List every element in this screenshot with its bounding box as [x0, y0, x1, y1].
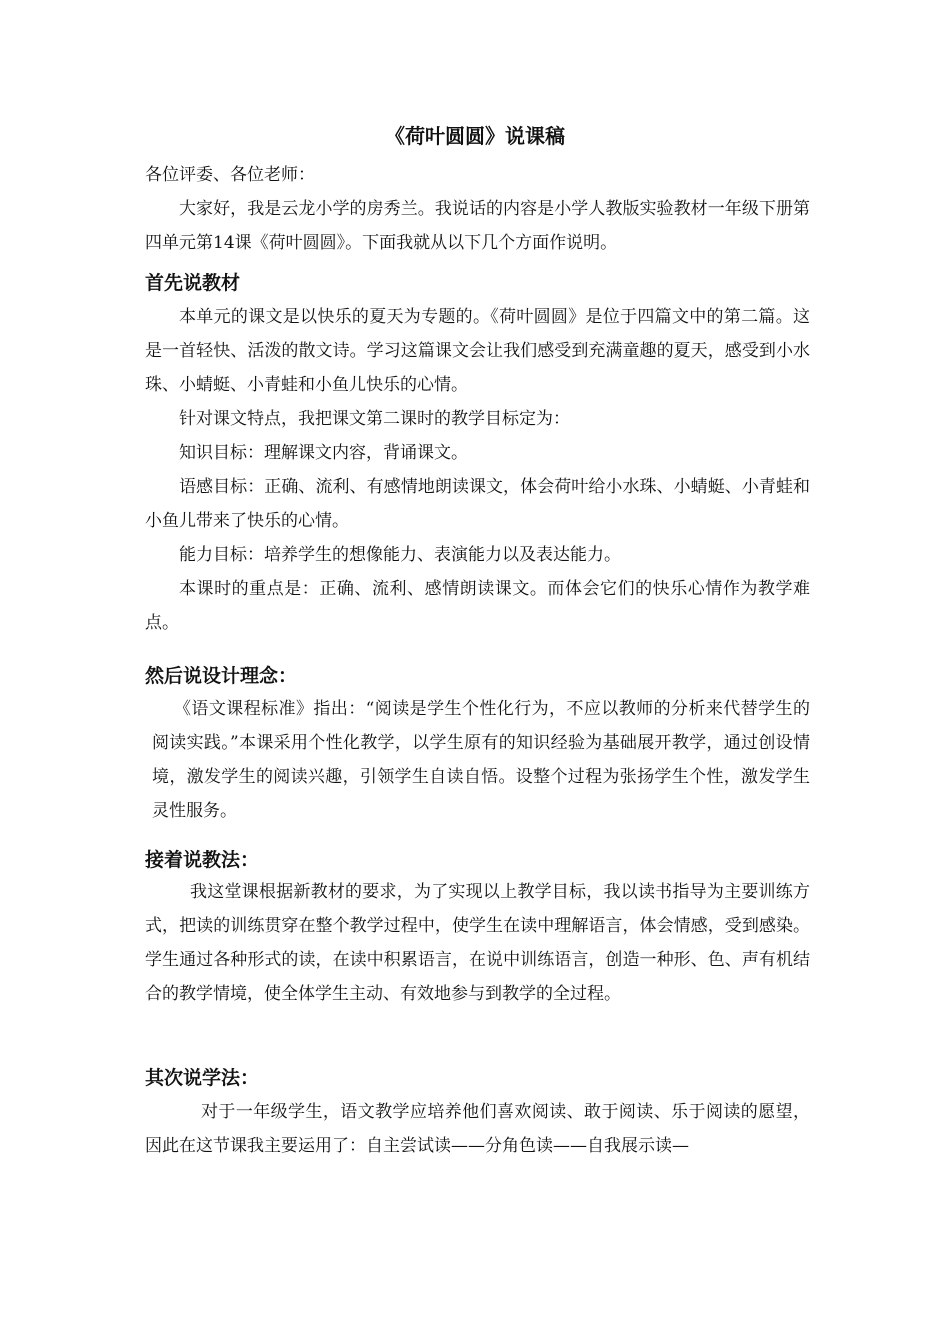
section-heading-textbook: 首先说教材	[145, 272, 241, 294]
section-body-textbook	[145, 300, 810, 640]
paragraph: 语感目标：正确、流利、有感情地朗读课文，体会荷叶给小水珠、小蜻蜓、小青蛙和小鱼儿带来了快乐的心情。	[145, 477, 810, 531]
paragraph: 《语文课程标准》指出：“阅读是学生个性化行为，不应以教师的分析来代替学生的阅读实践。”本课采用个性化教学，以学生原有的知识经验为基础展开教学，通过创设情境，激发学生的阅读兴趣，引领学生自读自悟。设整个过程为张扬学生个性，激发学生灵性服务。	[152, 699, 810, 821]
section-heading-teaching: 接着说教法：	[145, 849, 260, 871]
paragraph: 针对课文特点，我把课文第二课时的教学目标定为：	[179, 409, 570, 429]
greeting: 各位评委、各位老师：	[145, 165, 315, 185]
section-body-design	[152, 692, 810, 828]
section-heading-learning: 其次说学法：	[145, 1067, 260, 1089]
paragraph: 本单元的课文是以快乐的夏天为专题的。《荷叶圆圆》是位于四篇文中的第二篇。这是一首轻快、活泼的散文诗。学习这篇课文会让我们感受到充满童趣的夏天，感受到小水珠、小蜻蜓、小青蛙和小鱼儿快乐的心情。	[145, 307, 810, 395]
paragraph: 知识目标：理解课文内容，背诵课文。	[179, 443, 468, 463]
paragraph: 对于一年级学生，语文教学应培养他们喜欢阅读、敢于阅读、乐于阅读的愿望，因此在这节课我主要运用了：自主尝试读——分角色读——自我展示读—	[145, 1102, 810, 1156]
document-title: 《荷叶圆圆》说课稿	[385, 124, 565, 148]
paragraph: 本课时的重点是：正确、流利、感情朗读课文。而体会它们的快乐心情作为教学难点。	[145, 579, 810, 633]
section-body-learning	[145, 1095, 810, 1163]
paragraph: 能力目标：培养学生的想像能力、表演能力以及表达能力。	[179, 545, 621, 565]
greeting-block	[145, 158, 810, 260]
intro-paragraph: 大家好，我是云龙小学的房秀兰。我说话的内容是小学人教版实验教材一年级下册第四单元第14课《荷叶圆圆》。下面我就从以下几个方面作说明。	[145, 199, 810, 253]
paragraph: 我这堂课根据新教材的要求，为了实现以上教学目标，我以读书指导为主要训练方式，把读的训练贯穿在整个教学过程中，使学生在读中理解语言，体会情感，受到感染。学生通过各种形式的读，在读中积累语言，在说中训练语言，创造一种形、色、声有机结合的教学情境，使全体学生主动、有效地参与到教学的全过程。	[145, 882, 810, 1004]
section-body-teaching	[145, 875, 810, 1011]
section-heading-design: 然后说设计理念：	[145, 665, 298, 687]
